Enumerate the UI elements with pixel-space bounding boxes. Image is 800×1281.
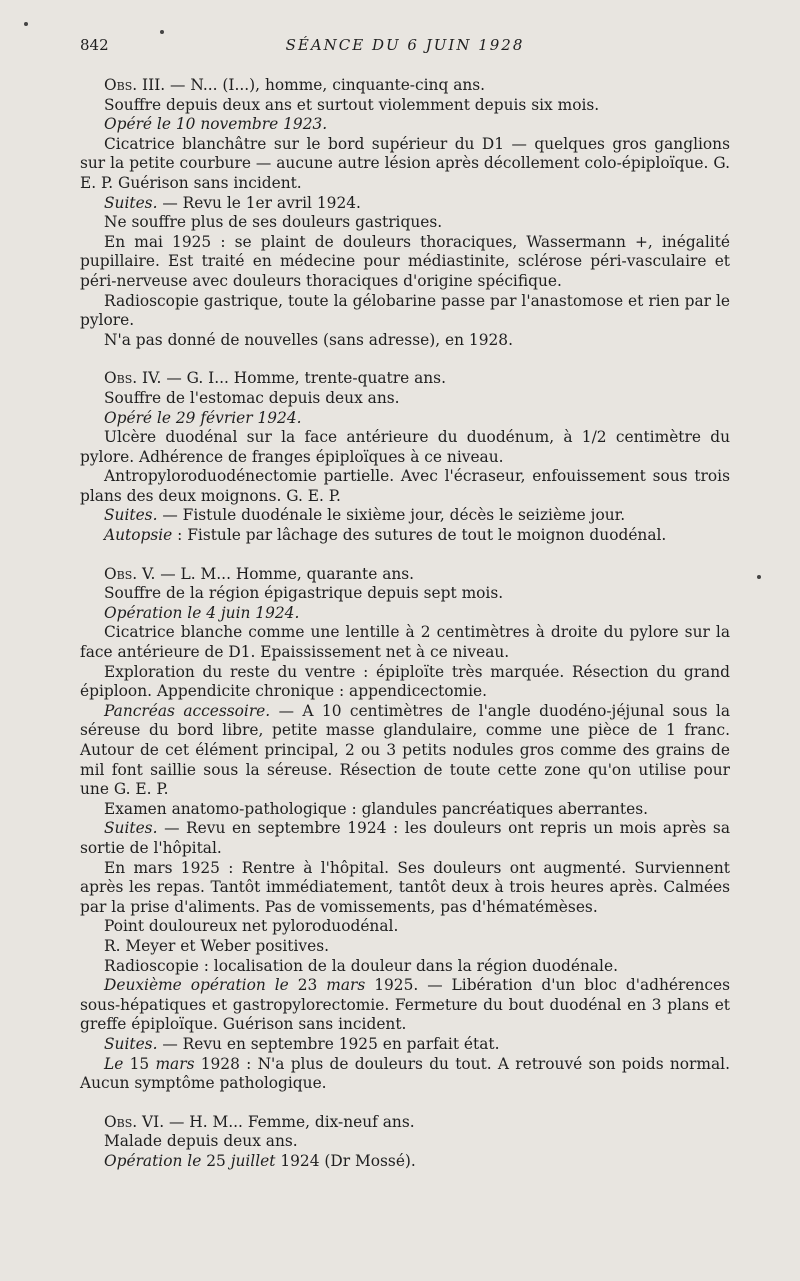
paragraph: En mai 1925 : se plaint de douleurs thoraciques, Wassermann +, inégalité pupillaire. Est traité en médecine pour médiastinite, sclérose péri-vasculaire et péri-nerveuse avec douleurs thoraciques d'origine spécifique. bbox=[80, 232, 730, 290]
paragraph: Exploration du reste du ventre : épiploïte très marquée. Résection du grand épiploon. Appendicite chronique : appendicectomie. bbox=[80, 662, 730, 701]
paragraph: R. Meyer et Weber positives. bbox=[104, 936, 329, 955]
paragraph: Ne souffre plus de ses douleurs gastriques. bbox=[104, 213, 443, 232]
obs5-title: Obs. V. — L. M... Homme, quarante ans. bbox=[104, 564, 415, 583]
paragraph: Antropyloroduodénectomie partielle. Avec l'écraseur, enfouissement sous trois plans des deux moignons. G. E. P. bbox=[80, 467, 730, 505]
print-speck bbox=[160, 30, 164, 34]
paragraph: Opération le 4 juin 1924. bbox=[104, 603, 300, 622]
paragraph: Radioscopie gastrique, toute la gélobarine passe par l'anastomose et rien par le pylore. bbox=[80, 291, 730, 330]
running-title: SÉANCE DU 6 JUIN 1928 bbox=[285, 36, 525, 54]
paragraph: Suites. — Revu en septembre 1925 en parfait état. bbox=[104, 1034, 500, 1053]
obs6-title: Obs. VI. — H. M... Femme, dix-neuf ans. bbox=[104, 1112, 415, 1131]
paragraph: Ulcère duodénal sur la face antérieure du duodénum, à 1/2 centimètre du pylore. Adhérence de franges épiploïques à ce niveau. bbox=[80, 428, 730, 466]
paragraph: En mars 1925 : Rentre à l'hôpital. Ses douleurs ont augmenté. Surviennent après les repas. Tantôt immédiatement, tantôt deux à trois heures après. Calmées par la prise d'aliments. Pas de vomissements, pas d'hématémèses. bbox=[80, 858, 730, 916]
paragraph: Opération le 25 juillet 1924 (Dr Mossé). bbox=[104, 1151, 416, 1170]
paragraph: Suites. — Revu en septembre 1924 : les douleurs ont repris un mois après sa sortie de l'hôpital. bbox=[80, 819, 730, 857]
paragraph: Souffre de la région épigastrique depuis sept mois. bbox=[104, 584, 504, 603]
paragraph: Opéré le 10 novembre 1923. bbox=[104, 115, 328, 134]
paragraph: N'a pas donné de nouvelles (sans adresse), en 1928. bbox=[104, 330, 513, 349]
print-speck bbox=[757, 575, 761, 579]
page-body bbox=[80, 76, 730, 1171]
paragraph: Opéré le 29 février 1924. bbox=[104, 408, 302, 427]
paragraph: Cicatrice blanchâtre sur le bord supérieur du D1 — quelques gros ganglions sur la petite courbure — aucune autre lésion après décollement colo-épiploïque. G. E. P. Guérison sans incident. bbox=[80, 134, 730, 192]
paragraph: Suites. — Revu le 1er avril 1924. bbox=[104, 193, 361, 212]
paragraph: Point douloureux net pyloroduodénal. bbox=[104, 917, 399, 936]
paragraph: Cicatrice blanche comme une lentille à 2 centimètres à droite du pylore sur la face antérieure de D1. Epaississement net à ce niveau. bbox=[80, 623, 730, 662]
paragraph: Deuxième opération le 23 mars 1925. — Libération d'un bloc d'adhérences sous-hépatiques et gastropylorectomie. Fermeture du bout duodénal en 3 plans et greffe épiploïque. Guérison sans incident. bbox=[80, 976, 731, 1034]
paragraph: Autopsie : Fistule par lâchage des sutures de tout le moignon duodénal. bbox=[104, 526, 667, 545]
print-speck bbox=[24, 22, 28, 26]
paragraph: Pancréas accessoire. — A 10 centimètres de l'angle duodéno-jéjunal sous la séreuse du bord libre, petite masse glandulaire, comme une pièce de 1 franc. Autour de cet élément principal, 2 ou 3 petits nodules gros comme des grains de mil font saillie sous la séreuse. Résection de toute cette zone qu'on utilise pour une G. E. P. bbox=[80, 701, 731, 799]
obs3-title: Obs. III. — N... (I...), homme, cinquante-cinq ans. bbox=[104, 76, 486, 94]
paragraph: Malade depuis deux ans. bbox=[104, 1132, 298, 1151]
page-number: 842 bbox=[80, 36, 109, 54]
paragraph: Examen anatomo-pathologique : glandules pancréatiques aberrantes. bbox=[104, 799, 649, 818]
paragraph: Suites. — Fistule duodénale le sixième jour, décès le seizième jour. bbox=[104, 506, 626, 525]
paragraph: Souffre de l'estomac depuis deux ans. bbox=[104, 388, 400, 407]
paragraph: Radioscopie : localisation de la douleur dans la région duodénale. bbox=[104, 956, 618, 975]
page-header bbox=[80, 36, 730, 56]
paragraph: Souffre depuis deux ans et surtout violemment depuis six mois. bbox=[104, 95, 600, 114]
obs4-title: Obs. IV. — G. I... Homme, trente-quatre ans. bbox=[104, 369, 446, 388]
paragraph: Le 15 mars 1928 : N'a plus de douleurs du tout. A retrouvé son poids normal. Aucun symptôme pathologique. bbox=[80, 1054, 730, 1093]
